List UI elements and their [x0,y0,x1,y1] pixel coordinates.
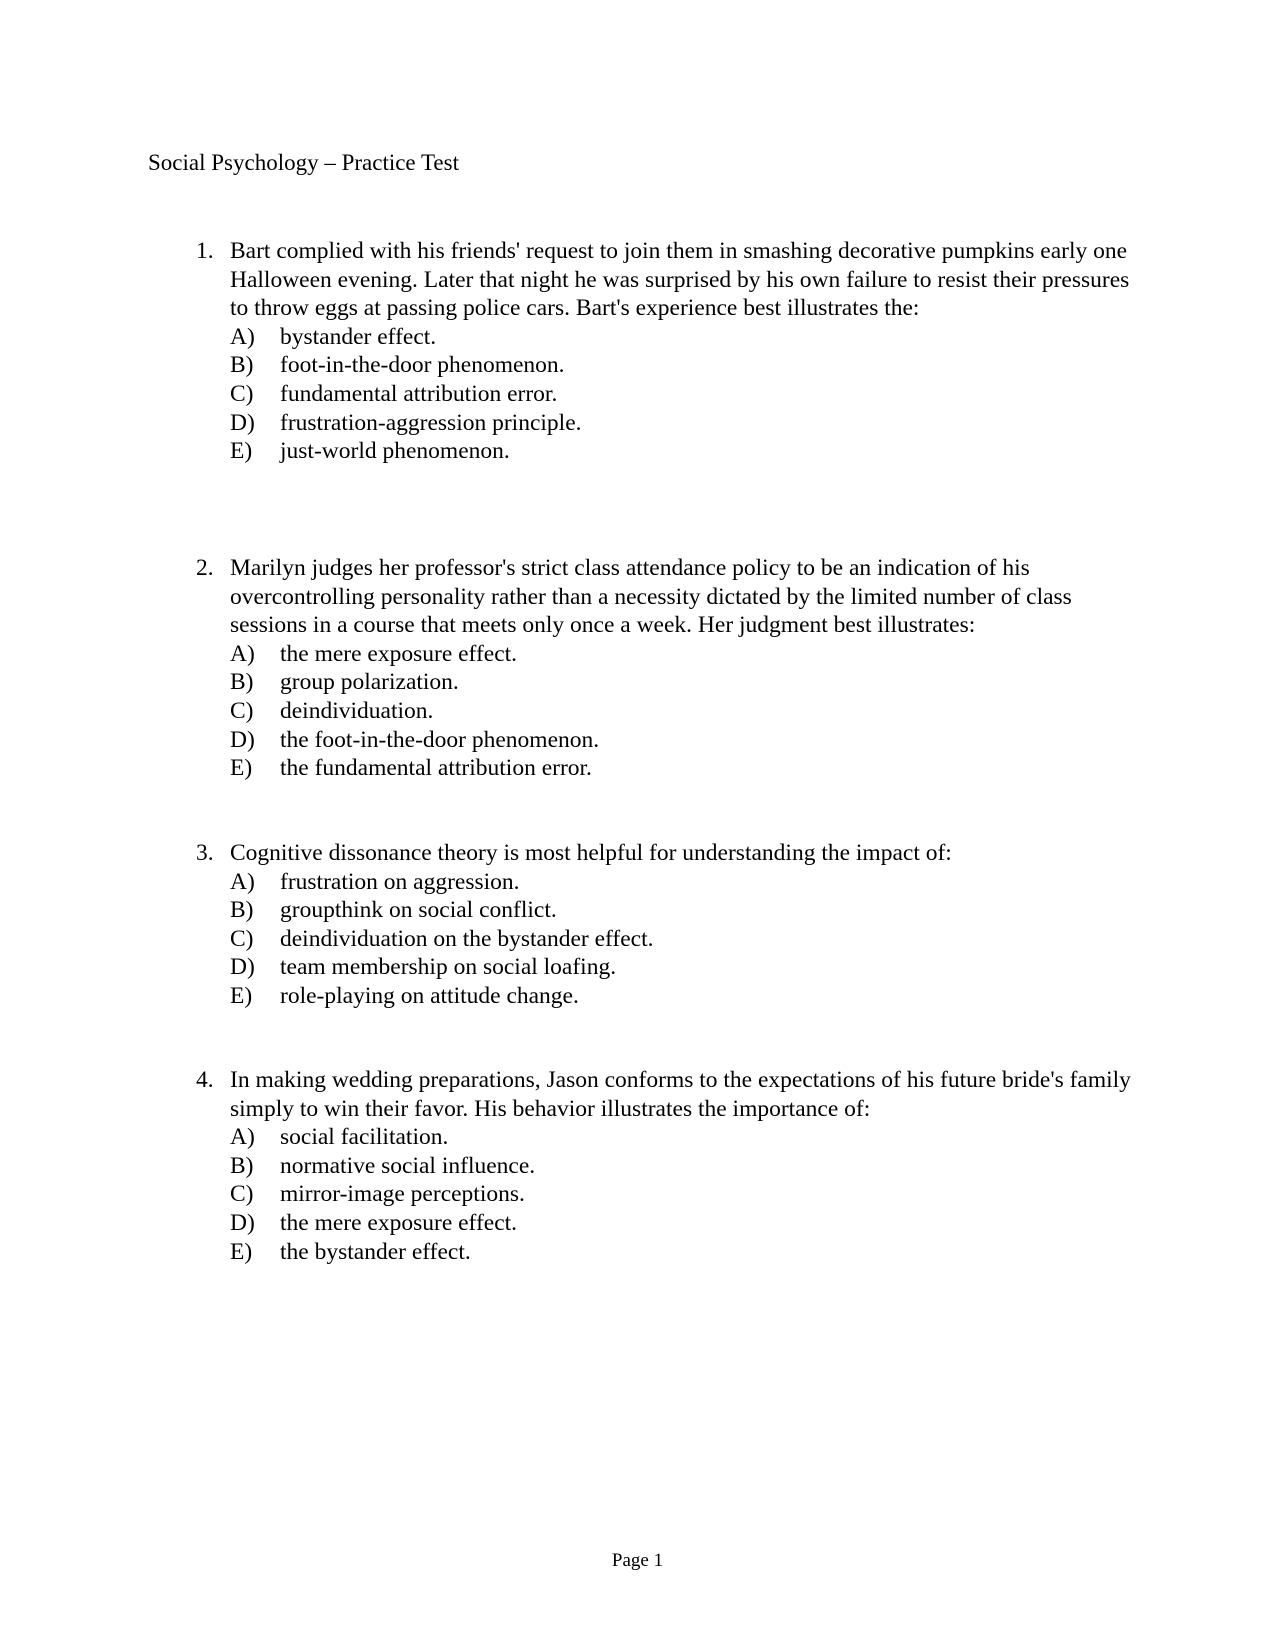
question-stem [196,839,1136,868]
answer-option-d [196,726,1136,755]
answer-option-d [196,953,1136,982]
option-text: the bystander effect. [280,1238,471,1265]
option-text: the foot-in-the-door phenomenon. [280,726,600,753]
question-stem [196,554,1136,640]
answer-option-a [196,868,1136,897]
answer-option-a [196,1123,1136,1152]
answer-options [196,323,1136,466]
answer-option-e [196,982,1136,1011]
answer-option-c [196,925,1136,954]
option-letter: D) [230,954,255,981]
question-number: 3. [196,840,214,866]
option-letter: C) [230,925,254,952]
question-1 [196,237,1136,466]
option-text: foot-in-the-door phenomenon. [280,352,565,379]
option-letter: C) [230,697,254,724]
option-letter: E) [230,1238,253,1265]
option-letter: A) [230,323,255,350]
answer-option-b [196,896,1136,925]
answer-option-c [196,1180,1136,1209]
option-letter: A) [230,868,255,895]
option-text: group polarization. [280,669,459,696]
option-text: mirror-image perceptions. [280,1181,525,1208]
question-number: 4. [196,1067,214,1093]
option-letter: A) [230,640,255,667]
answer-option-c [196,697,1136,726]
question-text: Marilyn judges her professor's strict class attendance policy to be an indication of his overcontrolling personality rather than a necessity dictated by the limited number of class sessions in a course that meets only once a week. Her judgment best illustrates: [230,555,1072,639]
option-text: fundamental attribution error. [280,380,558,407]
question-4 [196,1066,1136,1266]
answer-option-d [196,409,1136,438]
answer-option-d [196,1209,1136,1238]
question-stem [196,1066,1136,1123]
option-letter: E) [230,982,253,1009]
answer-option-b [196,1152,1136,1181]
question-3 [196,839,1136,1011]
page-number: Page 1 [611,1550,664,1571]
option-text: just-world phenomenon. [280,438,510,465]
option-letter: D) [230,409,255,436]
option-text: social facilitation. [280,1124,449,1151]
question-stem [196,237,1136,323]
page-title: Social Psychology – Practice Test [148,150,459,175]
option-text: normative social influence. [280,1152,536,1179]
option-letter: B) [230,1152,254,1179]
question-number: 2. [196,555,214,581]
option-text: frustration on aggression. [280,868,520,895]
answer-option-e [196,437,1136,466]
option-text: deindividuation on the bystander effect. [280,925,654,952]
answer-option-b [196,351,1136,380]
option-letter: E) [230,755,253,782]
option-letter: C) [230,1181,254,1208]
answer-option-c [196,380,1136,409]
option-letter: E) [230,438,253,465]
question-text: In making wedding preparations, Jason conforms to the expectations of his future bride's family simply to win their favor. His behavior illustrates the importance of: [230,1067,1131,1122]
answer-option-a [196,640,1136,669]
option-text: groupthink on social conflict. [280,897,557,924]
option-letter: A) [230,1124,255,1151]
option-text: deindividuation. [280,697,434,724]
option-letter: B) [230,352,254,379]
option-text: bystander effect. [280,323,437,350]
answer-option-b [196,668,1136,697]
answer-options [196,1123,1136,1266]
answer-option-a [196,323,1136,352]
option-text: the mere exposure effect. [280,1209,518,1236]
question-number: 1. [196,238,214,264]
question-2 [196,554,1136,783]
question-text: Cognitive dissonance theory is most helpful for understanding the impact of: [230,840,952,866]
answer-options [196,640,1136,783]
option-text: frustration-aggression principle. [280,409,582,436]
answer-options [196,868,1136,1011]
option-letter: B) [230,897,254,924]
answer-option-e [196,754,1136,783]
option-text: the mere exposure effect. [280,640,518,667]
option-letter: C) [230,380,254,407]
option-letter: D) [230,1209,255,1236]
option-text: role-playing on attitude change. [280,982,579,1009]
option-letter: B) [230,669,254,696]
option-text: the fundamental attribution error. [280,755,592,782]
question-text: Bart complied with his friends' request to join them in smashing decorative pumpkins early one Halloween evening. Later that night he was surprised by his own failure to resist their pressures to throw eggs at passing police cars. Bart's experience best illustrates the: [230,238,1130,322]
answer-option-e [196,1238,1136,1267]
option-text: team membership on social loafing. [280,954,617,981]
option-letter: D) [230,726,255,753]
